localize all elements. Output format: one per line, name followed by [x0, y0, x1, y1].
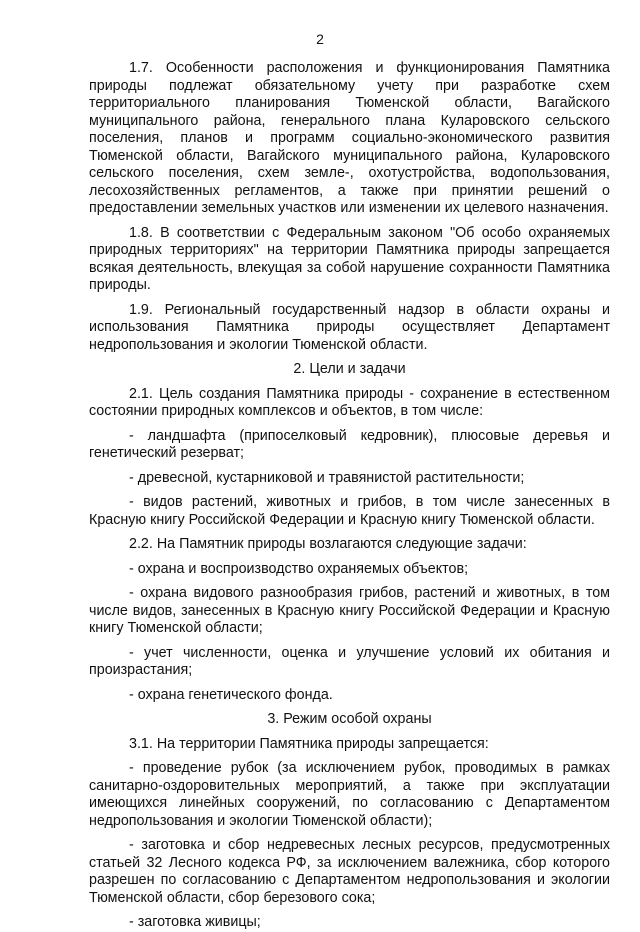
- list-item-diversity: - охрана видового разнообразия грибов, растений и животных, в том числе видов, занесенных в Красную книгу Российской Федерации и Красную книгу Тюменской области;: [89, 585, 610, 636]
- paragraph-1-7: 1.7. Особенности расположения и функционирования Памятника природы подлежат обязательному учету при разработке схем территориального планирования Тюменской области, Вагайского муниципального района, генерального плана Куларовского сельского поселения, планов и программ социально-экономического развития Тюменской области, Вагайского муниципального района, Куларовского сельского поселения, схем земле-, охотустройства, водопользования, лесохозяйственных регламентов, а также при принятии решений о предоставлении земельных участков или изменении их целевого назначения.: [89, 60, 610, 216]
- list-item-species: - видов растений, животных и грибов, в том числе занесенных в Красную книгу Российской Федерации и Красную книгу Тюменской области.: [89, 494, 610, 528]
- list-item-protection: - охрана и воспроизводство охраняемых объектов;: [129, 560, 469, 577]
- list-item-resin: - заготовка живицы;: [129, 914, 261, 930]
- paragraph-1-9: 1.9. Региональный государственный надзор в области охраны и использования Памятника природы осуществляет Департамент недропользования и экологии Тюменской области.: [89, 301, 610, 353]
- section-heading-2: 2. Цели и задачи: [293, 361, 406, 377]
- list-item-logging: - проведение рубок (за исключением рубок, проводимых в рамках санитарно-оздоровительных мероприятий, а также при эксплуатации имеющихся линейных сооружений, по согласованию с Департаментом недропользования и экологии Тюменской области);: [89, 760, 610, 829]
- paragraph-1-8: 1.8. В соответствии с Федеральным законом "Об особо охраняемых природных территориях" на территории Памятника природы запрещается всякая деятельность, влекущая за собой нарушение сохранности Памятника природы.: [89, 224, 610, 293]
- list-item-genetic-fund: - охрана генетического фонда.: [129, 686, 333, 703]
- paragraph-2-1: 2.1. Цель создания Памятника природы - сохранение в естественном состоянии природных комплексов и объектов, в том числе:: [89, 385, 610, 419]
- page-number: 2: [316, 31, 324, 47]
- section-heading-3: 3. Режим особой охраны: [267, 711, 432, 727]
- paragraph-3-1: 3.1. На территории Памятника природы запрещается:: [129, 735, 489, 752]
- list-item-vegetation: - древесной, кустарниковой и травянистой растительности;: [129, 469, 525, 486]
- document-body: [89, 60, 610, 932]
- list-item-landscape: - ландшафта (припоселковый кедровник), плюсовые деревья и генетический резерват;: [89, 427, 610, 461]
- list-item-census: - учет численности, оценка и улучшение условий их обитания и произрастания;: [89, 644, 610, 678]
- paragraph-2-2: 2.2. На Памятник природы возлагаются следующие задачи:: [129, 536, 527, 552]
- list-item-non-timber: - заготовка и сбор недревесных лесных ресурсов, предусмотренных статьей 32 Лесного кодекса РФ, за исключением валежника, сбор которого разрешен по согласованию с Департаментом недропользования и экологии Тюменской области, сбор березового сока;: [89, 837, 610, 906]
